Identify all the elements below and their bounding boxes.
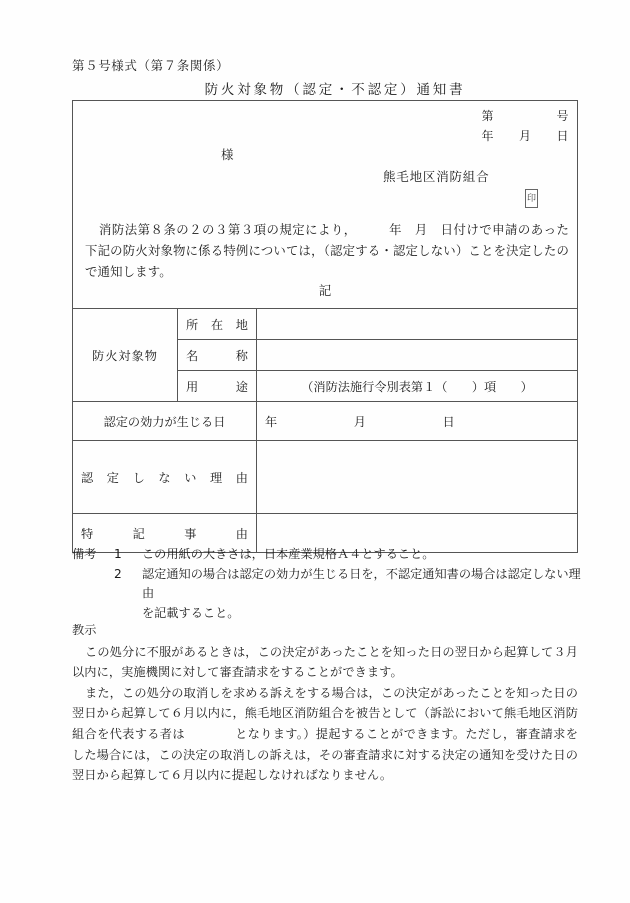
row-label-effective-date: 認定の効力が生じる日	[73, 402, 257, 441]
remark-text-continuation: を記載すること。	[142, 605, 240, 620]
remarks-label: 備考	[72, 547, 97, 561]
page-title: 防火対象物（認定・不認定）通知書	[204, 82, 466, 98]
instructions-section	[72, 620, 578, 786]
row-label-usage: 用 途	[178, 371, 257, 402]
row-label-name: 名 称	[178, 340, 257, 371]
remark-item	[72, 565, 584, 604]
issuer-name: 熊毛地区消防組合	[383, 169, 490, 184]
form-code: 第５号様式（第７条関係）	[72, 58, 230, 73]
row-label-rejection-reason: 認定しない理由	[73, 441, 257, 514]
seal-stamp-box: 印	[525, 189, 538, 208]
ki-marker: 記	[318, 283, 332, 298]
cell-address-value[interactable]	[257, 309, 578, 340]
row-label-special-notes: 特記事由	[73, 514, 257, 553]
instructions-paragraph-2: また，この処分の取消しを求める訴えをする場合は，この決定があったことを知った日の翌日から起算して６月以内に，熊毛地区消防組合を被告として（訴訟において熊毛地区消防組合を代表する者は となります。）提起することができます。ただし，審査請求をした場合には，この決定の取消しの訴えは，その審査請求に対する決定の通知を受けた日の翌日から起算して６月以内に提起しなければなりません。	[72, 685, 578, 783]
table-row	[73, 441, 578, 514]
cell-effective-date-value[interactable]: 年 月 日	[257, 402, 578, 441]
instructions-heading: 教示	[72, 623, 97, 637]
row-label-address: 所 在 地	[178, 309, 257, 340]
addressee-honorific: 様	[221, 147, 234, 162]
remark-item	[72, 545, 584, 565]
remark-text: 認定通知の場合は認定の効力が生じる日を，不認定通知書の場合は認定しない理由	[142, 566, 581, 600]
remarks-section	[72, 545, 584, 623]
remark-number: 1	[114, 547, 122, 561]
table-row	[73, 309, 578, 340]
table-row	[73, 402, 578, 441]
remarks-label-spacer	[72, 565, 114, 604]
remark-text: この用紙の大きさは，日本産業規格Ａ４とすること。	[142, 547, 435, 561]
cell-name-value[interactable]	[257, 340, 578, 371]
cell-rejection-reason-value[interactable]	[257, 441, 578, 514]
document-number-field: 第 号	[481, 109, 569, 123]
notice-body-text: 消防法第８条の２の３第３項の規定により， 年 月 日付けで申請のあった下記の防火対象物に係る特例については，（認定する・認定しない）ことを決定したので通知します。	[85, 222, 569, 279]
detail-table	[72, 308, 578, 553]
row-label-target-building: 防火対象物	[73, 309, 178, 402]
notice-header-box	[72, 100, 578, 308]
remark-number: 2	[114, 566, 122, 581]
cell-usage-value[interactable]: （消防法施行令別表第１（ ）項 ）	[257, 371, 578, 402]
document-date-field: 年 月 日	[481, 129, 569, 143]
instructions-paragraph-1: この処分に不服があるときは，この決定があったことを知った日の翌日から起算して３月以内に，実施機関に対して審査請求をすることができます。	[72, 644, 578, 680]
